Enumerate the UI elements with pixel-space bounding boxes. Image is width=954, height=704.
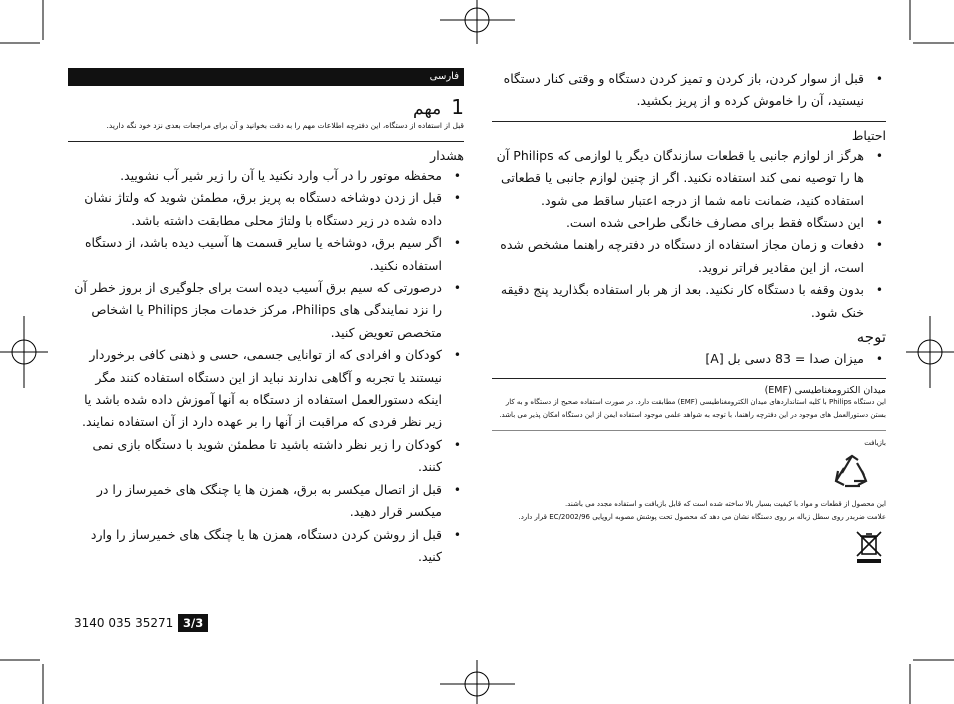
- list-item: • اگر سیم برق، دوشاخه یا سایر قسمت ها آسیب دیده باشد، از دستگاه استفاده نکنید.: [68, 232, 464, 277]
- warning-list: [68, 165, 464, 568]
- top-list: [492, 68, 886, 113]
- left-column: [68, 68, 464, 568]
- language-label: فارسی: [429, 71, 459, 82]
- list-item: • درصورتی که سیم برق آسیب دیده است برای جلوگیری از بروز خطر آن را نزد نمایندگی های Philips، مرکز خدمات مجاز Philips یا اشخاص متخصص تعویض کنید.: [68, 277, 464, 344]
- crossed-bin-icon: [854, 530, 884, 564]
- intro-text: قبل از استفاده از دستگاه، این دفترچه اطلاعات مهم را به دقت بخوانید و آن برای مراجعات بعدی نزد خود نگه دارید.: [106, 121, 464, 130]
- divider: [492, 430, 886, 431]
- warning-title: هشدار: [430, 148, 464, 163]
- divider: [68, 141, 464, 142]
- list-item: • بدون وقفه با دستگاه کار نکنید. بعد از هر بار استفاده بگذارید پنج دقیقه خنک شود.: [492, 279, 886, 324]
- page-number-badge: 3/3: [178, 614, 208, 632]
- note-list: [492, 348, 886, 370]
- divider: [492, 378, 886, 379]
- caution-title: احتیاط: [851, 127, 886, 143]
- list-item: • کودکان را زیر نظر داشته باشید تا مطمئن شوید با دستگاه بازی نمی کنند.: [68, 434, 464, 479]
- list-item: • قبل از اتصال میکسر به برق، همزن ها یا چنگک های خمیرساز را در میکسر قرار دهید.: [68, 479, 464, 524]
- section-title: مهم: [413, 99, 442, 119]
- recycle-icon: [832, 454, 872, 490]
- language-bar: [68, 68, 464, 86]
- list-item: • قبل از روشن کردن دستگاه، همزن ها یا چنگک های خمیرساز را وارد کنید.: [68, 524, 464, 569]
- list-item: • کودکان و افرادی که از توانایی جسمی، حسی و ذهنی کافی برخوردار نیستند یا تجربه و آگاهی ندارند نباید از این دستگاه استفاده کنند مگر اینکه دستورالعمل استفاده از دستگاه به آنها آموزش داده شده باشد یا زیر نظر فردی که مراقبت از آنها را بر عهده دارد از آن استفاده نمایند.: [68, 344, 464, 434]
- list-item: • دفعات و زمان مجاز استفاده از دستگاه در دفترچه راهنما مشخص شده است، از این مقادیر فراتر نروید.: [492, 234, 886, 279]
- divider: [492, 121, 886, 122]
- list-item: • هرگز از لوازم جانبی یا قطعات سازندگان دیگر یا لوازمی که Philips آن ها را توصیه نمی کند استفاده نکنید. اگر از چنین لوازم جانبی یا قطعاتی استفاده کنید، ضمانت نامه شما از درجه اعتبار ساقط می شود.: [492, 145, 886, 212]
- section-heading: [68, 95, 464, 119]
- section-number: 1: [451, 95, 464, 119]
- list-item: • قبل از زدن دوشاخه دستگاه به پریز برق، مطمئن شوید که ولتاژ نشان داده شده در زیر دستگاه با ولتاژ محلی مطابقت داشته باشد.: [68, 187, 464, 232]
- recycle-text-1: این محصول از قطعات و مواد با کیفیت بسیار بالا ساخته شده است که قابل بازیافت و استفاده مجدد می باشند.: [564, 500, 886, 509]
- recycle-text-2: علامت ضربدر روی سطل زباله بر روی دستگاه نشان می دهد که محصول تحت پوشش مصوبه اروپایی 2002/96/EC قرار دارد.: [518, 513, 886, 522]
- list-item: • این دستگاه فقط برای مصارف خانگی طراحی شده است.: [492, 212, 886, 234]
- recycle-title: بازیافت: [864, 439, 886, 448]
- list-item: • محفظه موتور را در آب وارد نکنید یا آن را زیر شیر آب نشویید.: [68, 165, 464, 187]
- list-item: • میزان صدا = 83 دسی بل [A]: [492, 348, 886, 370]
- caution-list: [492, 145, 886, 324]
- note-title: توجه: [856, 328, 886, 347]
- emf-text: این دستگاه Philips با کلیه استانداردهای میدان الکترومغناطیسی (EMF) مطابقت دارد. در صورت استفاده صحیح از دستگاه و به کار بستن دستورالعمل های موجود در این دفترچه راهنما، با توجه به شواهد علمی موجود استفاده ایمن از این دستگاه امکان پذیر می باشد.: [499, 398, 886, 420]
- right-column: [492, 68, 886, 568]
- document-code: 3140 035 35271: [74, 616, 174, 630]
- emf-title: میدان الکترومغناطیسی (EMF): [764, 385, 886, 397]
- list-item: • قبل از سوار کردن، باز کردن و تمیز کردن دستگاه و وقتی کنار دستگاه نیستید، آن را خاموش کرده و از پریز بکشید.: [492, 68, 886, 113]
